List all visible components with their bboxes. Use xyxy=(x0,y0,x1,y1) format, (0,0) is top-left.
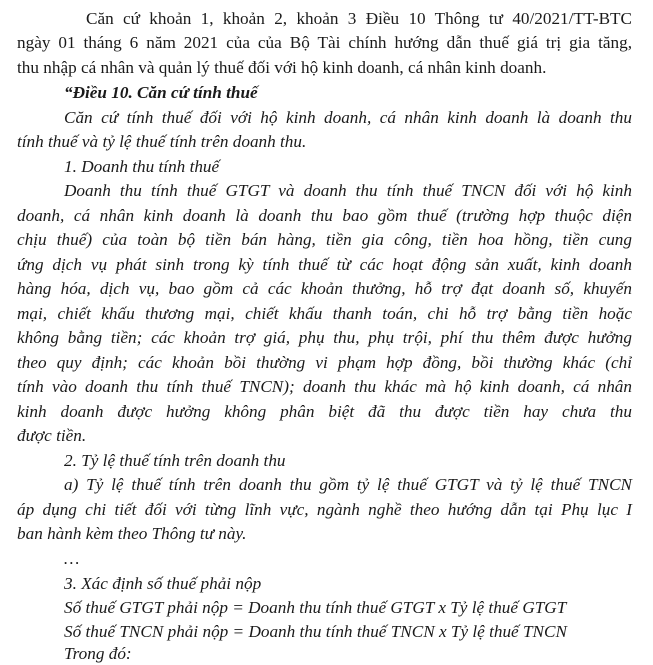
intro-line-2: ngày 01 tháng 6 năm 2021 của của Bộ Tài chính hướng dẫn thuế giá trị gia tăng, xyxy=(17,33,632,52)
article-body-line-1: Căn cứ tính thuế đối với hộ kinh doanh, cá nhân kinh doanh là doanh thu xyxy=(64,108,632,127)
section1-line-2: doanh, cá nhân kinh doanh là doanh thu bao gồm thuế (trường hợp thuộc diện xyxy=(17,206,632,225)
section2-line-1: a) Tỷ lệ thuế tính trên doanh thu gồm tỷ lệ thuế GTGT và tỷ lệ thuế TNCN xyxy=(64,475,632,494)
section2-line-2: áp dụng chi tiết đối với từng lĩnh vực, ngành nghề theo hướng dẫn tại Phụ lục I xyxy=(17,500,632,519)
section1-line-5: hàng hóa, dịch vụ, bao gồm cả các khoản thưởng, hỗ trợ đạt doanh số, khuyến xyxy=(17,279,632,298)
section3-line-2: Số thuế TNCN phải nộp = Doanh thu tính thuế TNCN x Tỷ lệ thuế TNCN xyxy=(64,622,567,641)
ellipsis: … xyxy=(64,549,80,568)
section1-line-11: được tiền. xyxy=(17,426,87,445)
section1-line-10: kinh doanh được hưởng không phân biệt đã thu được tiền hay chưa thu xyxy=(17,402,632,421)
section1-line-9: tính vào doanh thu tính thuế TNCN); doanh thu khác mà hộ kinh doanh, cá nhân xyxy=(17,377,632,396)
section1-line-6: mại, chiết khấu thương mại, chiết khấu thanh toán, chi hỗ trợ bằng tiền hoặc xyxy=(17,304,632,323)
section1-heading: 1. Doanh thu tính thuế xyxy=(64,157,220,176)
section1-line-7: không bằng tiền; các khoản trợ giá, phụ thu, phụ trội, phí thu thêm được hưởng xyxy=(17,328,632,347)
section2-heading: 2. Tỷ lệ thuế tính trên doanh thu xyxy=(64,451,286,470)
intro-line-1: Căn cứ khoản 1, khoản 2, khoản 3 Điều 10 Thông tư 40/2021/TT-BTC xyxy=(86,9,632,28)
article-body-line-2: tính thuế và tỷ lệ thuế tính trên doanh thu. xyxy=(17,132,307,151)
intro-line-3: thu nhập cá nhân và quản lý thuế đối với hộ kinh doanh, cá nhân kinh doanh. xyxy=(17,58,547,77)
section1-line-8: theo quy định; các khoản bồi thường vi phạm hợp đồng, bồi thường khác (chỉ xyxy=(17,353,632,372)
section1-line-4: ứng dịch vụ phát sinh trong kỳ tính thuế từ các hoạt động sản xuất, kinh doanh xyxy=(17,255,632,274)
section1-line-3: chịu thuế) của toàn bộ tiền bán hàng, tiền gia công, tiền hoa hồng, tiền cung xyxy=(17,230,632,249)
section3-line-1: Số thuế GTGT phải nộp = Doanh thu tính thuế GTGT x Tỷ lệ thuế GTGT xyxy=(64,598,567,617)
section1-line-1: Doanh thu tính thuế GTGT và doanh thu tính thuế TNCN đối với hộ kinh xyxy=(64,181,632,200)
section2-line-3: ban hành kèm theo Thông tư này. xyxy=(17,524,247,543)
section3-heading: 3. Xác định số thuế phải nộp xyxy=(64,574,262,593)
article-title: “Điều 10. Căn cứ tính thuế xyxy=(64,83,258,102)
section3-line-3: Trong đó: xyxy=(64,644,132,663)
